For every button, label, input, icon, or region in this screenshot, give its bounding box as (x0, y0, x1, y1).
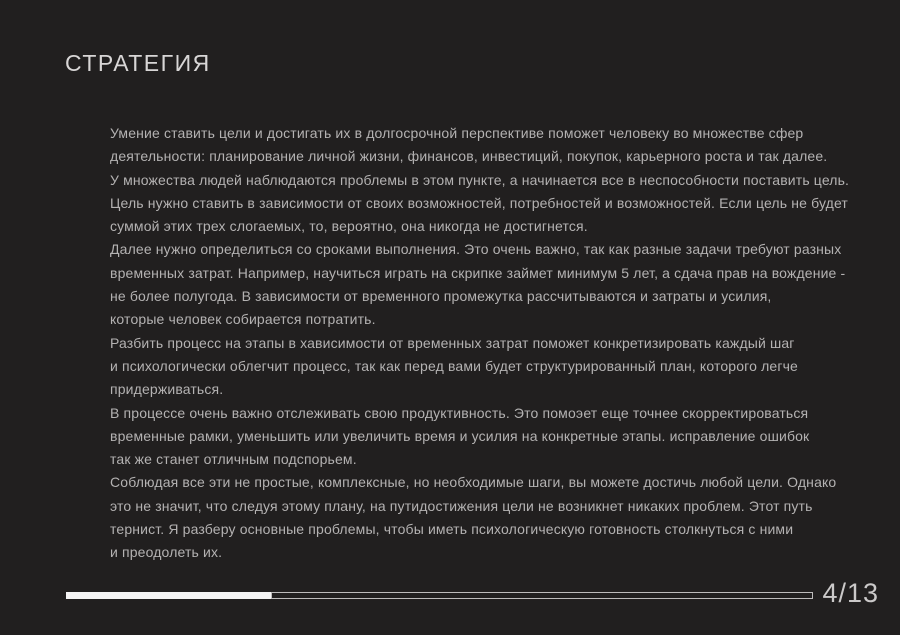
progress-bar (66, 592, 813, 599)
body-line: В процессе очень важно отслеживать свою продуктивность. Это помоэет еще точнее скорректироваться (110, 404, 809, 421)
slide-title: СТРАТЕГИЯ (65, 50, 211, 76)
body-line: временных затрат. Например, научиться играть на скрипке займет минимум 5 лет, а сдача прав на вождение - (110, 264, 846, 281)
body-line: Соблюдая все эти не простые, комплексные, но необходимые шаги, вы можете достичь любой цели. Однако (110, 474, 837, 491)
body-line: суммой этих трех слогаемых, то, вероятно, она никогда не достигнется. (110, 218, 588, 235)
body-line: так же станет отличным подспорьем. (110, 451, 357, 468)
body-line: тернист. Я разберу основные проблемы, чтобы иметь психологическую готовность столкнуться с ними (110, 521, 794, 538)
body-line: и преодолеть их. (110, 544, 223, 561)
body-line: которые человек собирается потратить. (110, 311, 376, 328)
body-line: Цель нужно ставить в зависимости от своих возможностей, потребностей и возможностей. Если цель не будет (110, 194, 848, 211)
progress-fill (66, 592, 271, 599)
body-line: придерживаться. (110, 381, 224, 398)
slide-body-text (110, 122, 850, 565)
progress-remainder (271, 592, 813, 599)
body-line: и психологически облегчит процесс, так как перед вами будет структурированный план, которого легче (110, 357, 798, 374)
body-line: это не значит, что следуя этому плану, на путидостижения цели не возникнет никаких проблем. Этот путь (110, 497, 813, 514)
body-line: деятельности: планирование личной жизни, финансов, инвестиций, покупок, карьерного роста и так далее. (110, 148, 828, 165)
body-line: Умение ставить цели и достигать их в долгосрочной перспективе поможет человеку во множестве сфер (110, 125, 804, 141)
body-line: Разбить процесс на этапы в хависимости от временных затрат поможет конкретизировать каждый шаг (110, 334, 795, 351)
body-line: Далее нужно определиться со сроками выполнения. Это очень важно, так как разные задачи требуют разных (110, 241, 842, 258)
body-line: временные рамки, уменьшить или увеличить время и усилия на конкретные этапы. исправление ошибок (110, 427, 810, 444)
body-line: не более полугода. В зависимости от временного промежутка рассчитываются и затраты и усилия, (110, 288, 772, 305)
page-indicator: 4/13 (822, 578, 879, 608)
body-line: У множества людей наблюдаются проблемы в этом пункте, а начинается все в неспособности поставить цель. (110, 171, 850, 188)
